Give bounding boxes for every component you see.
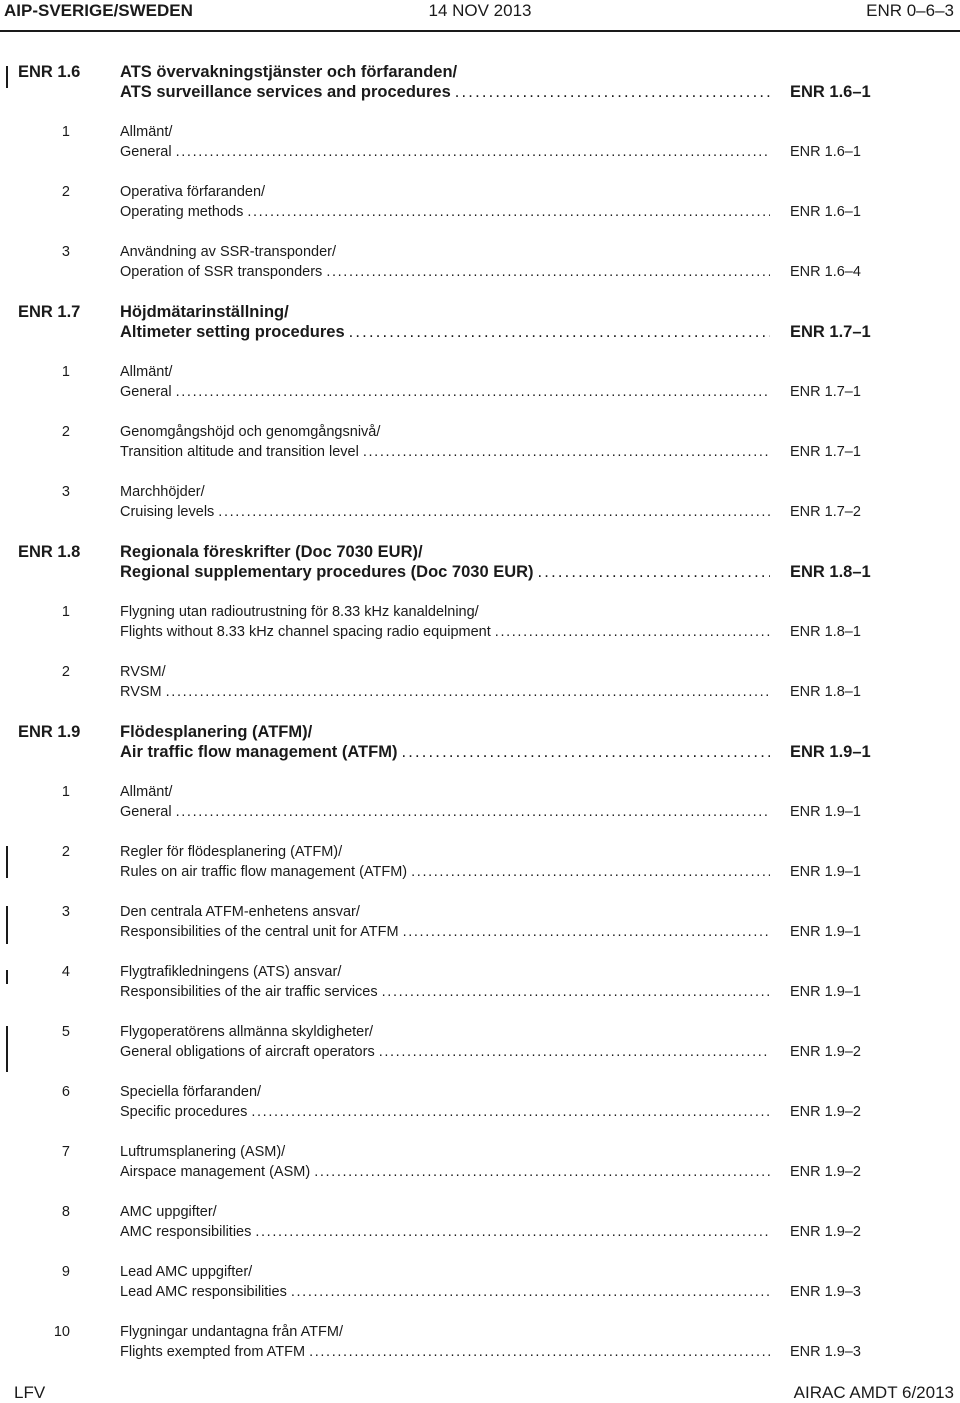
toc-title-swedish: Luftrumsplanering (ASM)/ — [120, 1144, 286, 1160]
toc-number: ENR 1.6 — [18, 63, 81, 81]
toc-page-reference: ENR 1.8–1 — [790, 624, 861, 640]
toc-number: 2 — [61, 844, 70, 860]
toc-title-swedish: Flygoperatörens allmänna skyldigheter/ — [120, 1024, 374, 1040]
toc-title-english: Operating methods — [120, 204, 247, 220]
amendment-bar — [6, 1026, 8, 1072]
toc-leader-row — [120, 502, 770, 522]
toc-leader-row — [120, 382, 770, 402]
toc-number: 2 — [61, 184, 70, 200]
toc-page-reference: ENR 1.9–1 — [790, 924, 861, 940]
toc-page-reference: ENR 1.9–1 — [790, 984, 861, 1000]
toc-page-reference: ENR 1.8–1 — [790, 563, 871, 581]
toc-number: 6 — [61, 1084, 70, 1100]
toc-title-english: Operation of SSR transponders — [120, 264, 326, 280]
toc-title-swedish: Flygning utan radioutrustning för 8.33 kHz kanaldelning/ — [120, 604, 479, 620]
toc-number: 1 — [61, 364, 70, 380]
amendment-bar — [6, 906, 8, 944]
toc-title-swedish: Regionala föreskrifter (Doc 7030 EUR)/ — [120, 543, 423, 561]
toc-leader-row — [120, 322, 770, 342]
toc-title-swedish: Operativa förfaranden/ — [120, 184, 266, 200]
toc-leader-row — [120, 1342, 770, 1362]
toc-title-english: Altimeter setting procedures — [120, 323, 349, 341]
toc-title-english: ATS surveillance services and procedures — [120, 83, 455, 101]
toc-page-reference: ENR 1.9–1 — [790, 864, 861, 880]
toc-title-english: General — [120, 804, 176, 820]
toc-page-reference: ENR 1.6–1 — [790, 144, 861, 160]
toc-number: 3 — [61, 244, 70, 260]
toc-title-english: Flights without 8.33 kHz channel spacing radio equipment — [120, 624, 495, 640]
toc-title-english: Rules on air traffic flow management (ATFM) — [120, 864, 411, 880]
toc-title-english: RVSM — [120, 684, 166, 700]
footer-issuer: LFV — [14, 1383, 46, 1402]
toc-title-swedish: Speciella förfaranden/ — [120, 1084, 262, 1100]
header-publication: AIP-SVERIGE/SWEDEN — [4, 1, 193, 20]
toc-page-reference: ENR 1.6–4 — [790, 264, 861, 280]
toc-title-swedish: Flygningar undantagna från ATFM/ — [120, 1324, 343, 1340]
toc-title-english: Regional supplementary procedures (Doc 7030 EUR) — [120, 563, 538, 581]
toc-number: ENR 1.9 — [18, 723, 81, 741]
toc-page-reference: ENR 1.9–3 — [790, 1344, 861, 1360]
toc-title-swedish: Den centrala ATFM-enhetens ansvar/ — [120, 904, 360, 920]
toc-leader-row — [120, 622, 770, 642]
toc-number: 3 — [61, 904, 70, 920]
toc-page-reference: ENR 1.9–2 — [790, 1224, 861, 1240]
footer-amendment: AIRAC AMDT 6/2013 — [793, 1383, 954, 1402]
toc-title-english: General — [120, 384, 176, 400]
toc-number: 2 — [61, 424, 70, 440]
toc-page-reference: ENR 1.7–1 — [790, 384, 861, 400]
toc-number: 2 — [61, 664, 70, 680]
toc-page-reference: ENR 1.9–1 — [790, 743, 871, 761]
toc-leader-row — [120, 442, 770, 462]
toc-title-swedish: AMC uppgifter/ — [120, 1204, 217, 1220]
toc-title-english: Air traffic flow management (ATFM) — [120, 743, 401, 761]
toc-title-swedish: RVSM/ — [120, 664, 166, 680]
toc-page-reference: ENR 1.9–2 — [790, 1164, 861, 1180]
header-date: 14 NOV 2013 — [428, 1, 532, 20]
toc-title-english: Cruising levels — [120, 504, 218, 520]
toc-page-reference: ENR 1.9–2 — [790, 1044, 861, 1060]
toc-number: 7 — [61, 1144, 70, 1160]
toc-leader-row — [120, 1042, 770, 1062]
toc-number: 4 — [61, 964, 70, 980]
toc-page-reference: ENR 1.7–1 — [790, 323, 871, 341]
toc-number: 5 — [61, 1024, 70, 1040]
toc-number: 1 — [61, 784, 70, 800]
toc-number: ENR 1.8 — [18, 543, 81, 561]
toc-leader-row — [120, 1282, 770, 1302]
toc-title-swedish: Allmänt/ — [120, 784, 173, 800]
toc-title-swedish: Flygtrafikledningens (ATS) ansvar/ — [120, 964, 342, 980]
toc-title-swedish: Genomgångshöjd och genomgångsnivå/ — [120, 424, 381, 440]
toc-title-swedish: Regler för flödesplanering (ATFM)/ — [120, 844, 343, 860]
toc-leader-row — [120, 1162, 770, 1182]
toc-title-swedish: Flödesplanering (ATFM)/ — [120, 723, 313, 741]
toc-title-swedish: Användning av SSR-transponder/ — [120, 244, 337, 260]
toc-title-swedish: Höjdmätarinställning/ — [120, 303, 289, 321]
toc-title-english: Airspace management (ASM) — [120, 1164, 314, 1180]
toc-title-english: Lead AMC responsibilities — [120, 1284, 291, 1300]
toc-title-swedish: Marchhöjder/ — [120, 484, 205, 500]
amendment-bar — [6, 846, 8, 878]
toc-leader-row — [120, 802, 770, 822]
toc-page-reference: ENR 1.9–1 — [790, 804, 861, 820]
toc-title-english: General obligations of aircraft operators — [120, 1044, 379, 1060]
toc-title-english: Transition altitude and transition level — [120, 444, 363, 460]
toc-leader-row — [120, 142, 770, 162]
amendment-bar — [6, 970, 8, 984]
toc-leader-row — [120, 742, 770, 762]
toc-title-swedish: Allmänt/ — [120, 124, 173, 140]
toc-leader-row — [120, 922, 770, 942]
toc-page-reference: ENR 1.8–1 — [790, 684, 861, 700]
toc-number: ENR 1.7 — [18, 303, 81, 321]
header-page-number: ENR 0–6–3 — [866, 1, 954, 20]
toc-number: 8 — [61, 1204, 70, 1220]
page-header — [0, 0, 960, 34]
page-footer — [0, 1383, 960, 1403]
toc-title-english: Flights exempted from ATFM — [120, 1344, 309, 1360]
toc-number: 3 — [61, 484, 70, 500]
toc-number: 1 — [61, 604, 70, 620]
toc-title-english: Specific procedures — [120, 1104, 251, 1120]
toc-number: 10 — [53, 1324, 70, 1340]
toc-page-reference: ENR 1.9–3 — [790, 1284, 861, 1300]
toc-page-reference: ENR 1.7–2 — [790, 504, 861, 520]
toc-title-swedish: Lead AMC uppgifter/ — [120, 1264, 253, 1280]
toc-title-english: Responsibilities of the air traffic services — [120, 984, 382, 1000]
toc-title-swedish: Allmänt/ — [120, 364, 173, 380]
toc-page-reference: ENR 1.6–1 — [790, 83, 871, 101]
toc-leader-row — [120, 1222, 770, 1242]
toc-leader-row — [120, 682, 770, 702]
toc-leader-row — [120, 982, 770, 1002]
toc-title-swedish: ATS övervakningstjänster och förfaranden/ — [120, 63, 458, 81]
toc-leader-row — [120, 262, 770, 282]
toc-leader-row — [120, 82, 770, 102]
toc-title-english: Responsibilities of the central unit for ATFM — [120, 924, 403, 940]
toc-page-reference: ENR 1.7–1 — [790, 444, 861, 460]
toc-number: 1 — [61, 124, 70, 140]
toc-title-english: General — [120, 144, 176, 160]
header-rule — [0, 30, 960, 32]
toc-leader-row — [120, 202, 770, 222]
toc-leader-row — [120, 1102, 770, 1122]
amendment-bar — [6, 66, 8, 88]
toc-title-english: AMC responsibilities — [120, 1224, 255, 1240]
toc-leader-row — [120, 562, 770, 582]
toc-page-reference: ENR 1.9–2 — [790, 1104, 861, 1120]
toc-page-reference: ENR 1.6–1 — [790, 204, 861, 220]
toc-number: 9 — [61, 1264, 70, 1280]
toc-leader-row — [120, 862, 770, 882]
